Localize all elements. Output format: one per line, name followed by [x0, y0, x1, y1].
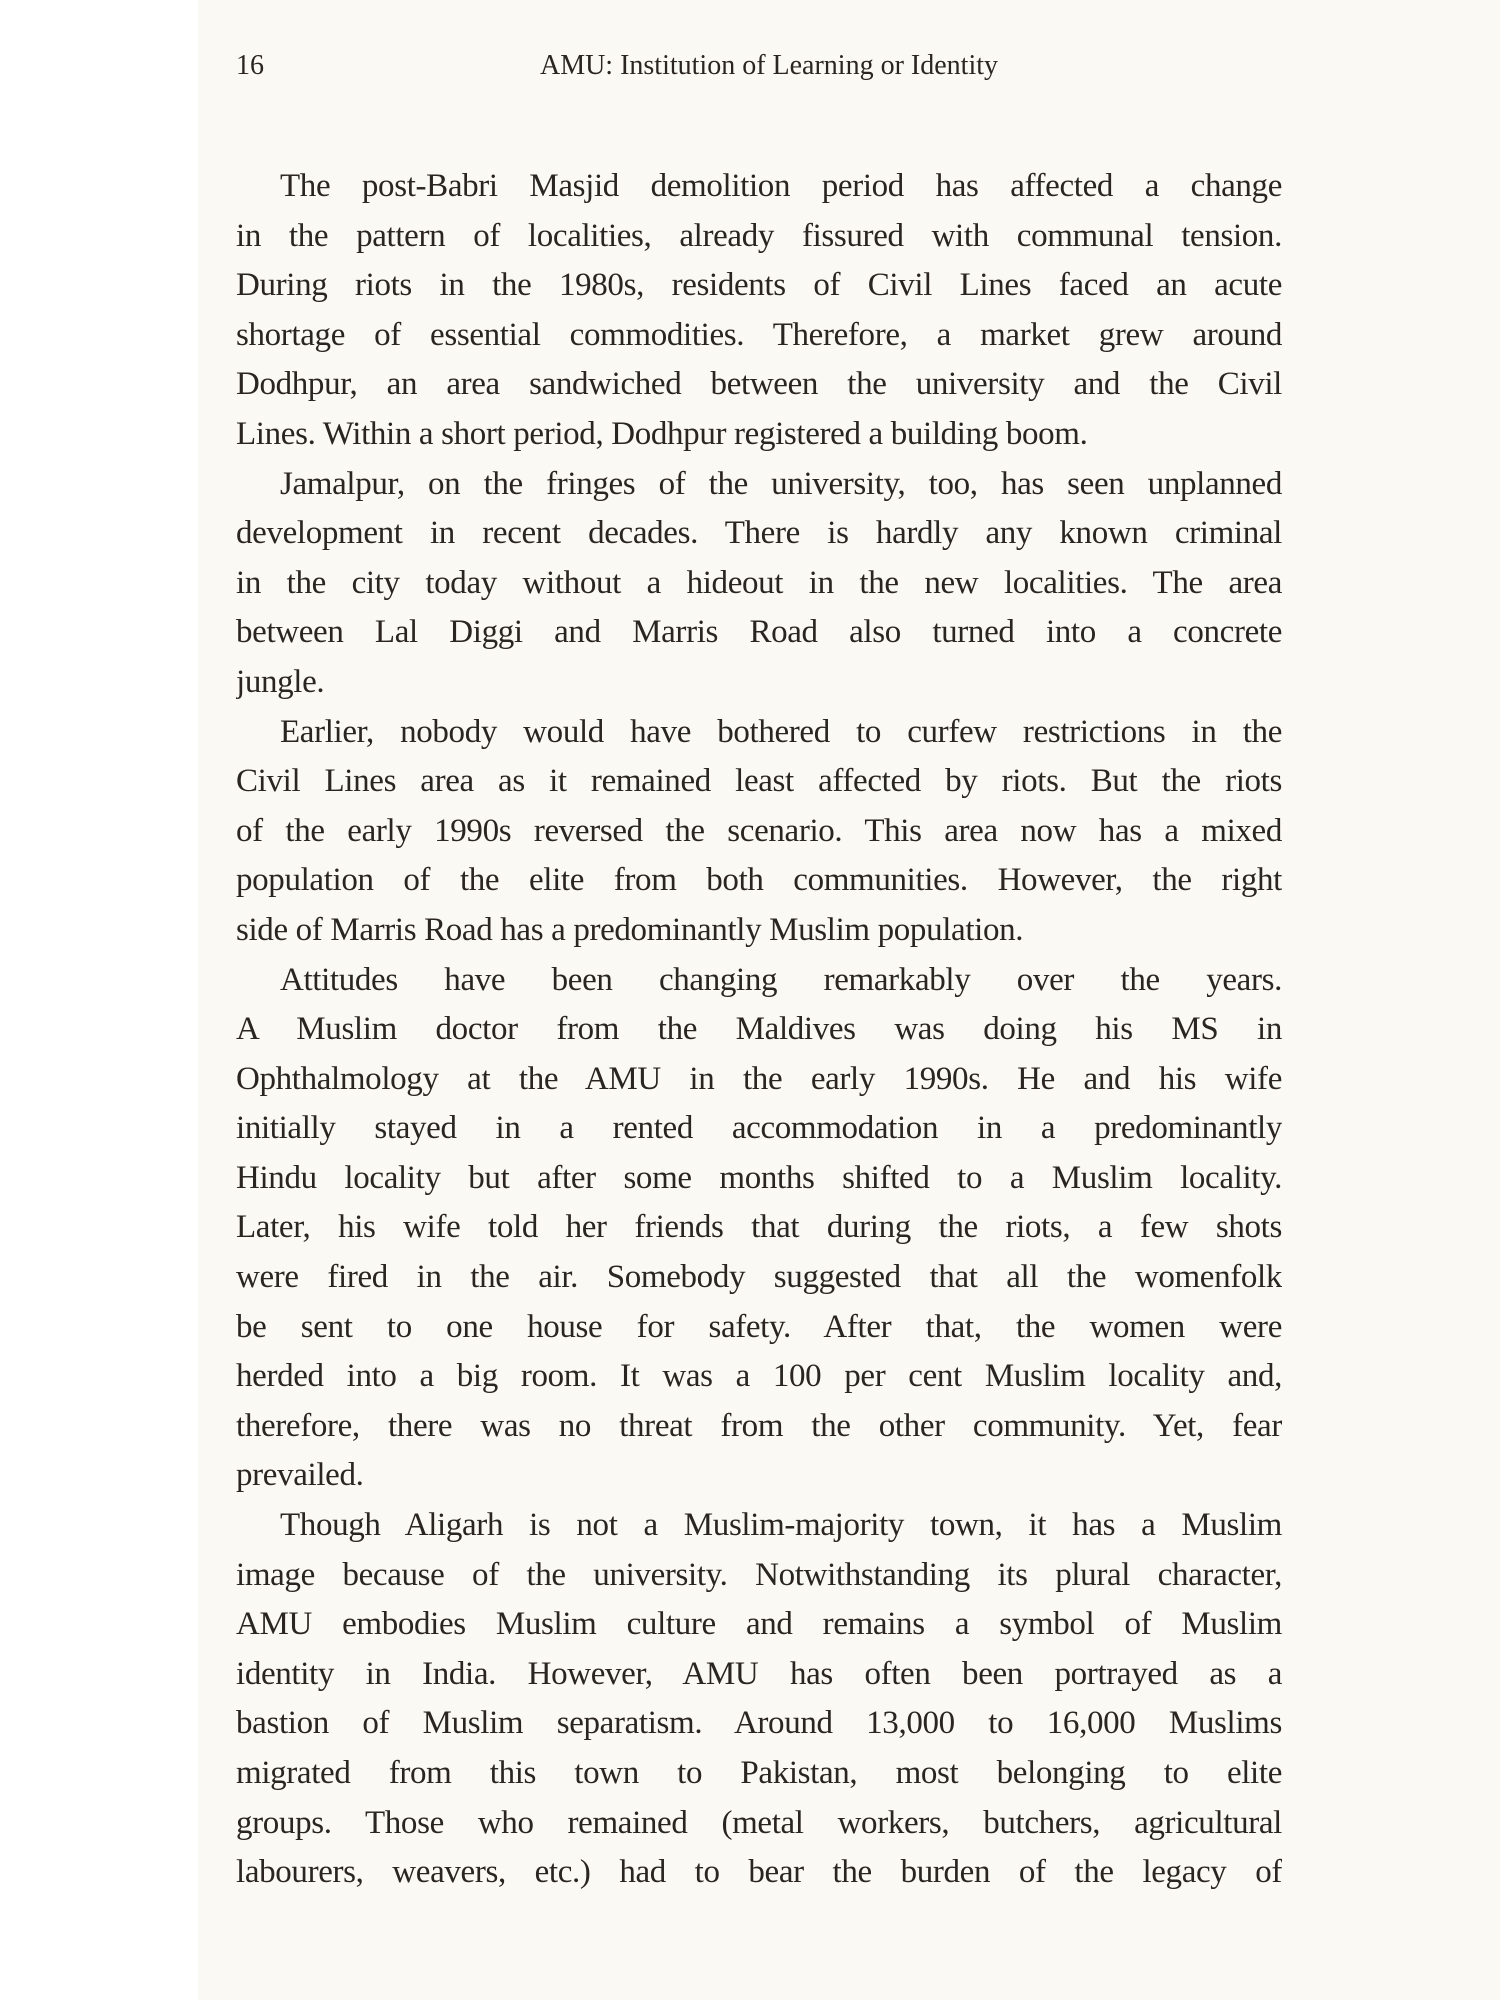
- text-line: Attitudes have been changing remarkably over the years.: [280, 961, 1282, 998]
- text-line: population of the elite from both communities. However, the right: [236, 862, 1282, 899]
- text-line: labourers, weavers, etc.) had to bear the burden of the legacy of: [236, 1854, 1282, 1891]
- running-header: [236, 50, 1282, 90]
- text-line: jungle.: [236, 663, 325, 700]
- text-line: identity in India. However, AMU has often been portrayed as a: [236, 1655, 1282, 1692]
- text-line: Lines. Within a short period, Dodhpur registered a building boom.: [236, 415, 1088, 452]
- text-line: side of Marris Road has a predominantly Muslim population.: [236, 911, 1024, 948]
- text-line: initially stayed in a rented accommodation in a predominantly: [236, 1110, 1282, 1147]
- text-line: The post-Babri Masjid demolition period has affected a change: [280, 168, 1282, 204]
- text-line: groups. Those who remained (metal workers, butchers, agricultural: [236, 1804, 1282, 1841]
- text-line: A Muslim doctor from the Maldives was doing his MS in: [236, 1011, 1282, 1048]
- text-line: Jamalpur, on the fringes of the university, too, has seen unplanned: [280, 465, 1282, 502]
- running-title: AMU: Institution of Learning or Identity: [539, 50, 999, 81]
- text-line: herded into a big room. It was a 100 per cent Muslim locality and,: [236, 1358, 1282, 1395]
- text-line: Earlier, nobody would have bothered to curfew restrictions in the: [280, 713, 1282, 750]
- text-line: be sent to one house for safety. After that, the women were: [236, 1308, 1282, 1345]
- text-line: of the early 1990s reversed the scenario. This area now has a mixed: [236, 812, 1282, 849]
- text-line: development in recent decades. There is hardly any known criminal: [236, 515, 1282, 552]
- text-line: were fired in the air. Somebody suggested that all the womenfolk: [236, 1259, 1282, 1296]
- text-line: migrated from this town to Pakistan, most belonging to elite: [236, 1755, 1282, 1791]
- text-line: prevailed.: [236, 1457, 364, 1494]
- text-line: During riots in the 1980s, residents of Civil Lines faced an acute: [236, 267, 1282, 304]
- body-text: [236, 162, 1282, 1898]
- text-line: in the pattern of localities, already fissured with communal tension.: [236, 217, 1282, 254]
- text-line: AMU embodies Muslim culture and remains a symbol of Muslim: [236, 1606, 1282, 1643]
- text-line: in the city today without a hideout in the new localities. The area: [236, 564, 1282, 601]
- text-line: Though Aligarh is not a Muslim-majority town, it has a Muslim: [280, 1507, 1282, 1544]
- text-line: Civil Lines area as it remained least affected by riots. But the riots: [236, 763, 1282, 800]
- text-line: therefore, there was no threat from the other community. Yet, fear: [236, 1407, 1282, 1444]
- text-line: image because of the university. Notwithstanding its plural character,: [236, 1556, 1282, 1593]
- text-line: shortage of essential commodities. Therefore, a market grew around: [236, 316, 1282, 353]
- text-line: Dodhpur, an area sandwiched between the university and the Civil: [236, 366, 1282, 403]
- text-line: Later, his wife told her friends that during the riots, a few shots: [236, 1209, 1282, 1246]
- text-line: Ophthalmology at the AMU in the early 1990s. He and his wife: [236, 1060, 1282, 1097]
- text-line: bastion of Muslim separatism. Around 13,000 to 16,000 Muslims: [236, 1705, 1282, 1742]
- text-line: between Lal Diggi and Marris Road also turned into a concrete: [236, 614, 1282, 651]
- text-line: Hindu locality but after some months shifted to a Muslim locality.: [236, 1159, 1282, 1196]
- page-number: 16: [236, 50, 264, 81]
